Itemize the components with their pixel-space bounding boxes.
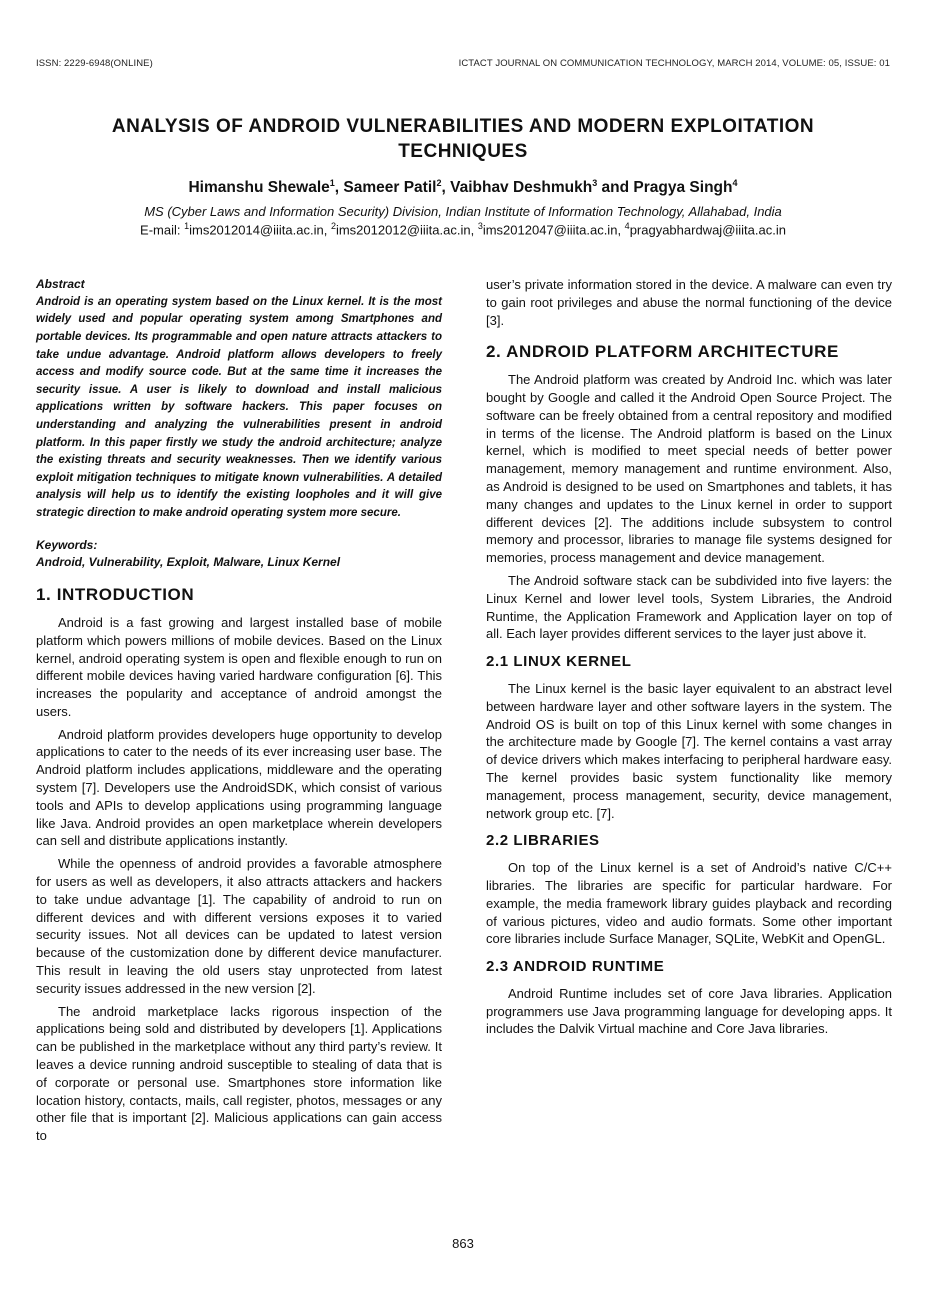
- paragraph: The android marketplace lacks rigorous inspection of the applications being sold and distributed by developers [1]. Applications can be published in the marketplace without any third party’s review. It leaves a device running android susceptible to stealing of data that is of corporate or personal use. Smartphones store information like location history, contacts, mails, call register, photos, messages or any other file that is important [2]. Malicious applications can gain access to: [36, 1003, 442, 1144]
- section-heading-introduction: 1. INTRODUCTION: [36, 585, 195, 605]
- author-name: Himanshu Shewale: [188, 179, 330, 197]
- email-address[interactable]: ims2012014@iiita.ac.in: [189, 222, 324, 238]
- author-name: Sameer Patil: [343, 179, 437, 197]
- paragraph: Android platform provides developers huge opportunity to develop applications to cater to the needs of its ever increasing user base. The Android platform includes applications, middleware and the operating system [7]. Developers use the AndroidSDK, which consist of various tools and APIs to develop applications using programming language like Java. Android provides an open marketplace wherein developers can sell and distribute applications instantly.: [36, 726, 442, 849]
- paragraph: On top of the Linux kernel is a set of Android’s native C/C++ libraries. The libraries are specific for particular hardware. For example, the media framework library guides playback and recording of various pictures, video and audio formats. Some other important core libraries include Surface Manager, SQLite, WebKit and OpenGL.: [486, 860, 892, 947]
- paragraph-continued: user’s private information stored in the device. A malware can even try to gain root privileges and abuse the normal functioning of the device [3].: [486, 277, 892, 328]
- abstract-heading: Abstract: [36, 277, 85, 291]
- email-mark: 2: [330, 221, 336, 231]
- subsection-heading-libraries: 2.2 LIBRARIES: [486, 832, 600, 850]
- affiliation: MS (Cyber Laws and Information Security) Division, Indian Institute of Information Technology, Allahabad, India: [144, 204, 782, 219]
- section-heading-architecture: 2. ANDROID PLATFORM ARCHITECTURE: [486, 342, 839, 362]
- abstract-body: Android is an operating system based on the Linux kernel. It is the most widely used and popular operating system among Smartphones and portable devices. Its programmable and open nature attracts attackers to take undue advantage. Android platform allows developers to freely access and modify source code. But at the same time it increases the security issue. A user is likely to download and install malicious applications written by software hackers. This paper focuses on understanding and analyzing the vulnerabilities present in android platform. In this paper firstly we study the android architecture; analyze the existing threats and security weaknesses. Then we identify various exploit mitigation techniques to mitigate known vulnerabilities. A detailed analysis will help us to identify the existing loopholes and it will give strategic direction to make android operating system more secure.: [36, 295, 442, 519]
- author-separator: ,: [441, 179, 451, 197]
- journal-issn: ISSN: 2229-6948(ONLINE): [36, 58, 153, 69]
- author-separator: ,: [334, 179, 344, 197]
- author-separator: and: [597, 179, 634, 197]
- email-mark: 4: [624, 221, 630, 231]
- paragraph: Android Runtime includes set of core Java libraries. Application programmers use Java programming language for developing apps. It includes the Dalvik Virtual machine and Core Java libraries.: [486, 985, 892, 1037]
- author-mark: 4: [732, 178, 738, 188]
- keywords-body: Android, Vulnerability, Exploit, Malware, Linux Kernel: [36, 555, 341, 570]
- email-separator: ,: [323, 222, 331, 238]
- page-number: 863: [452, 1236, 474, 1251]
- email-separator: ,: [617, 222, 625, 238]
- author-list: [0, 178, 926, 197]
- email-address[interactable]: ims2012047@iiita.ac.in: [482, 222, 618, 238]
- email-address[interactable]: ims2012012@iiita.ac.in: [335, 222, 471, 238]
- email-mark: 1: [184, 221, 190, 231]
- subsection-heading-android-runtime: 2.3 ANDROID RUNTIME: [486, 958, 665, 976]
- email-prefix: E-mail:: [140, 222, 185, 238]
- email-address[interactable]: pragyabhardwaj@iiita.ac.in: [629, 222, 786, 238]
- author-name: Vaibhav Deshmukh: [450, 179, 593, 197]
- keywords-heading: Keywords:: [36, 537, 98, 552]
- journal-citation: ICTACT JOURNAL ON COMMUNICATION TECHNOLOGY, MARCH 2014, VOLUME: 05, ISSUE: 01: [458, 58, 890, 69]
- email-separator: ,: [470, 222, 478, 238]
- email-mark: 3: [477, 221, 483, 231]
- email-line: [0, 221, 926, 237]
- paragraph: The Android platform was created by Android Inc. which was later bought by Google and called it the Android Open Source Project. The software can be freely obtained from a central repository and modified in terms of the license. The Android platform is based on the Linux kernel, which is modified to meet special needs of better power management, memory management and runtime environment. Also, as Android is designed to be used on Smartphones and tablets, it has many changes and updates to the Linux kernel in order to support different devices [2]. The additions include subsystem to control memory and processor, libraries to manage file systems designed for memories, process management and device management.: [486, 372, 892, 566]
- author-mark: 2: [436, 178, 442, 188]
- author-mark: 3: [592, 178, 598, 188]
- author-mark: 1: [329, 178, 335, 188]
- paper-title: ANALYSIS OF ANDROID VULNERABILITIES AND MODERN EXPLOITATION TECHNIQUES: [111, 116, 815, 162]
- paragraph: The Android software stack can be subdivided into five layers: the Linux Kernel and lower level tools, System Libraries, the Android Runtime, the Application Framework and Application layer on top of all. Each layer provides different services to the layer just above it.: [486, 572, 892, 642]
- subsection-heading-linux-kernel: 2.1 LINUX KERNEL: [486, 653, 632, 671]
- paragraph: Android is a fast growing and largest installed base of mobile platform which powers millions of mobile devices. Based on the Linux kernel, android operating system is open and flexible enough to run on different mobile devices having varied hardware configuration [6]. This increases the popularity and acceptance of android amongst the users.: [36, 614, 442, 719]
- paragraph: While the openness of android provides a favorable atmosphere for users as well as developers, it also attracts attackers and hackers to take undue advantage [1]. The capability of android to run on different devices and with different versions exposes it to varied security issues. Not all devices can be updated to latest version because of the customization done by different device manufacturer. This result in leaving the old users stay unprotected from latest security issues addressed in the new version [2].: [36, 856, 442, 996]
- left-column: [36, 276, 442, 1150]
- right-column: [486, 276, 892, 1043]
- author-name: Pragya Singh: [633, 179, 733, 197]
- paragraph: The Linux kernel is the basic layer equivalent to an abstract level between hardware layer and other software layers in the system. The Android OS is built on top of this Linux kernel with some changes in the architecture made by Google [7]. The kernel contains a vast array of device drivers which makes interfacing to peripheral hardware easy. The kernel provides basic system functionality like memory management, process management, security, device management, network group etc. [7].: [486, 680, 892, 821]
